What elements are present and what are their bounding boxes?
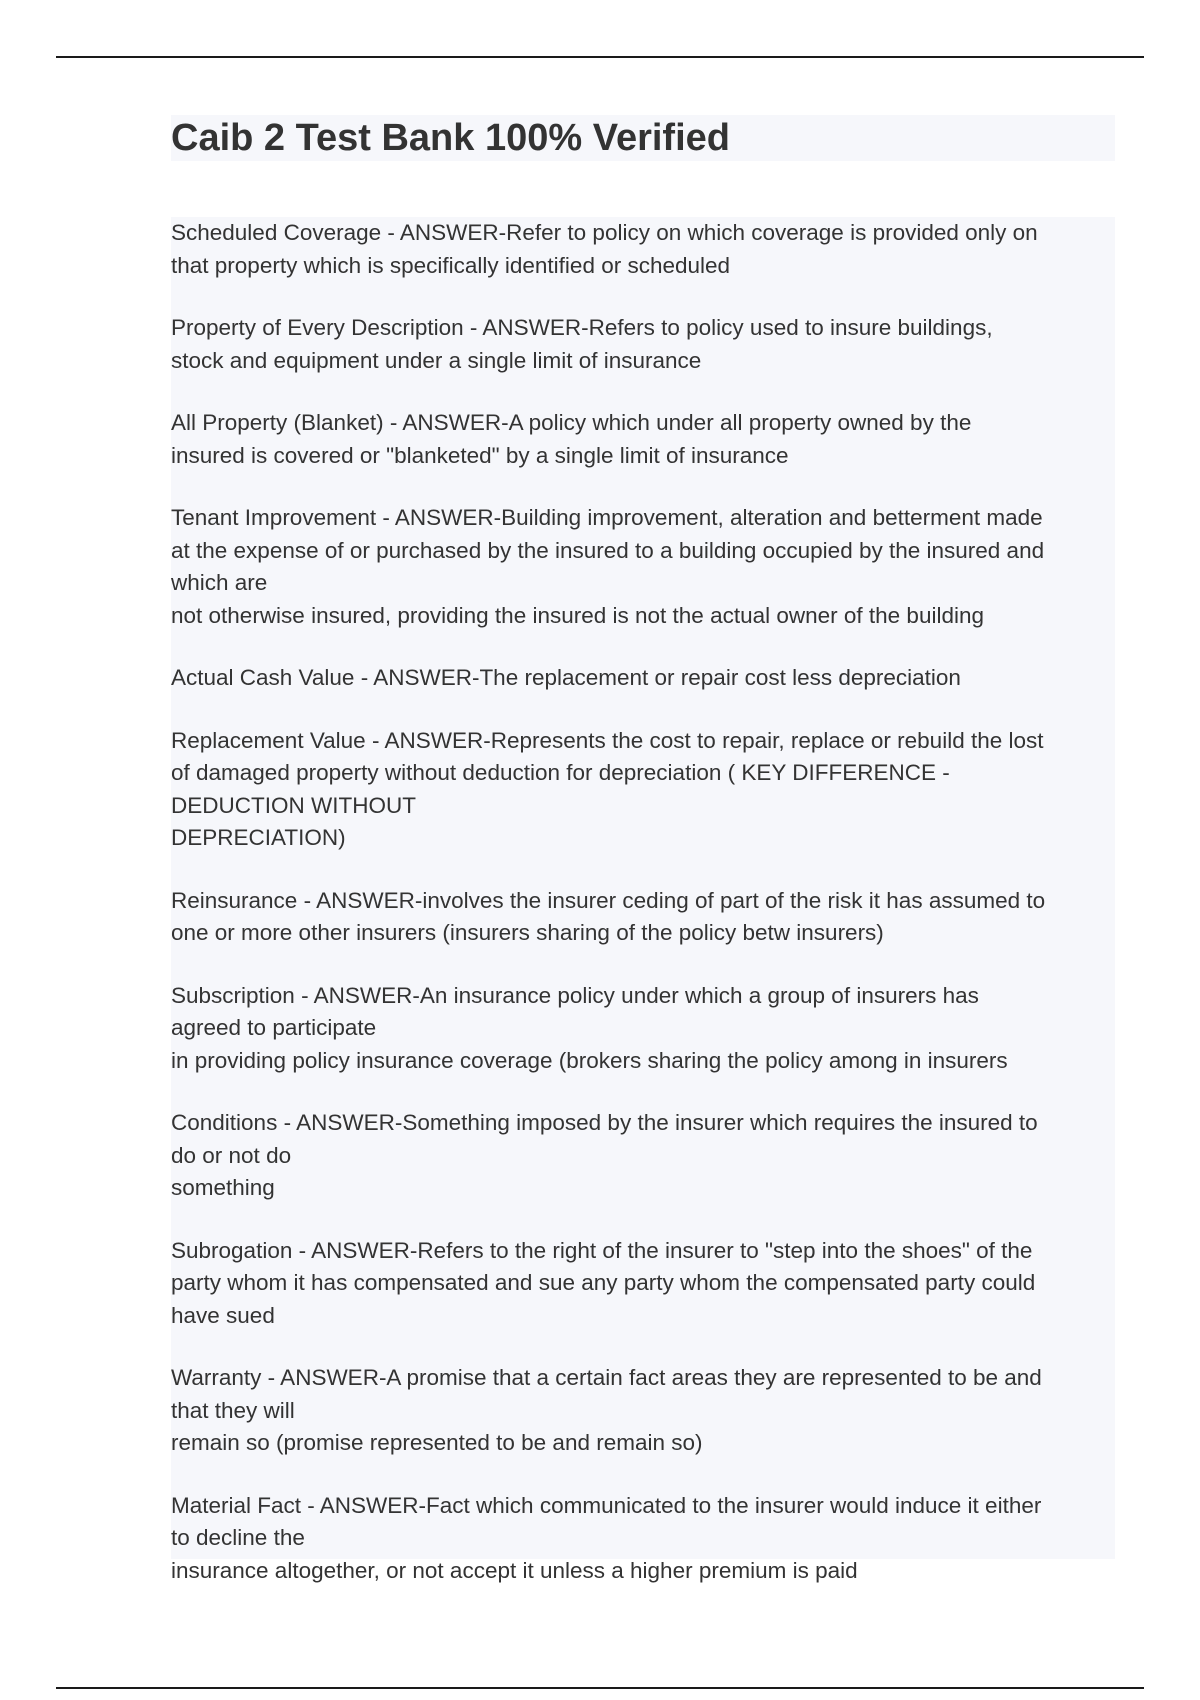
qa-line: Actual Cash Value - ANSWER-The replacement or repair cost less depreciation [171,665,961,690]
qa-line: that property which is specifically identified or scheduled [171,252,731,278]
qa-line: at the expense of or purchased by the insured to a building occupied by the insured and [171,537,1045,563]
qa-item [171,312,1115,377]
qa-line: agreed to participate [171,1015,377,1040]
qa-item [171,662,1115,695]
qa-item [171,1490,1115,1588]
qa-line: Scheduled Coverage - ANSWER-Refer to policy on which coverage is provided only on [171,220,1038,245]
qa-item [171,407,1115,472]
qa-item [171,1362,1115,1460]
qa-list [171,217,1115,1617]
qa-item [171,1107,1115,1205]
qa-line: Subscription - ANSWER-An insurance policy under which a group of insurers has [171,982,979,1008]
qa-line: insured is covered or "blanketed" by a single limit of insurance [171,442,789,468]
qa-line: remain so (promise represented to be and remain so) [171,1430,703,1455]
qa-line: that they will [171,1397,295,1423]
qa-line: Warranty - ANSWER-A promise that a certain fact areas they are represented to be and [171,1365,1042,1390]
qa-line: in providing policy insurance coverage (brokers sharing the policy among in insurers [171,1047,1008,1073]
qa-line: Reinsurance - ANSWER-involves the insurer ceding of part of the risk it has assumed to [171,887,1046,913]
qa-block [171,217,1115,1583]
qa-line: have sued [171,1302,275,1328]
qa-line: All Property (Blanket) - ANSWER-A policy which under all property owned by the [171,410,972,435]
qa-line: Property of Every Description - ANSWER-Refers to policy used to insure buildings, [171,315,993,340]
qa-line: to decline the [171,1525,305,1550]
qa-line: Replacement Value - ANSWER-Represents the cost to repair, replace or rebuild the lost [171,727,1044,753]
qa-line: of damaged property without deduction for depreciation ( KEY DIFFERENCE - [171,760,950,785]
qa-item [171,980,1115,1078]
qa-item [171,1235,1115,1333]
qa-line: Material Fact - ANSWER-Fact which communicated to the insurer would induce it either [171,1492,1042,1518]
qa-line: stock and equipment under a single limit of insurance [171,347,702,373]
qa-line: DEPRECIATION) [171,825,346,850]
qa-line: insurance altogether, or not accept it unless a higher premium is paid [171,1557,858,1583]
qa-item [171,502,1115,632]
page-title: Caib 2 Test Bank 100% Verified [171,117,730,159]
qa-line: party whom it has compensated and sue any party whom the compensated party could [171,1270,1036,1295]
qa-line: Conditions - ANSWER-Something imposed by the insurer which requires the insured to [171,1110,1038,1135]
qa-line: something [171,1175,275,1200]
qa-line: Subrogation - ANSWER-Refers to the right of the insurer to "step into the shoes" of the [171,1237,1033,1263]
qa-line: which are [171,570,268,595]
qa-line: one or more other insurers (insurers sharing of the policy betw insurers) [171,920,884,945]
qa-line: not otherwise insured, providing the insured is not the actual owner of the building [171,602,984,628]
top-rule [56,56,1144,58]
qa-line: do or not do [171,1142,292,1168]
qa-item [171,885,1115,950]
qa-line: Tenant Improvement - ANSWER-Building improvement, alteration and betterment made [171,505,1043,530]
qa-item [171,217,1115,282]
title-bar [171,115,1115,161]
bottom-rule [56,1687,1144,1689]
qa-line: DEDUCTION WITHOUT [171,792,416,818]
qa-item [171,725,1115,855]
